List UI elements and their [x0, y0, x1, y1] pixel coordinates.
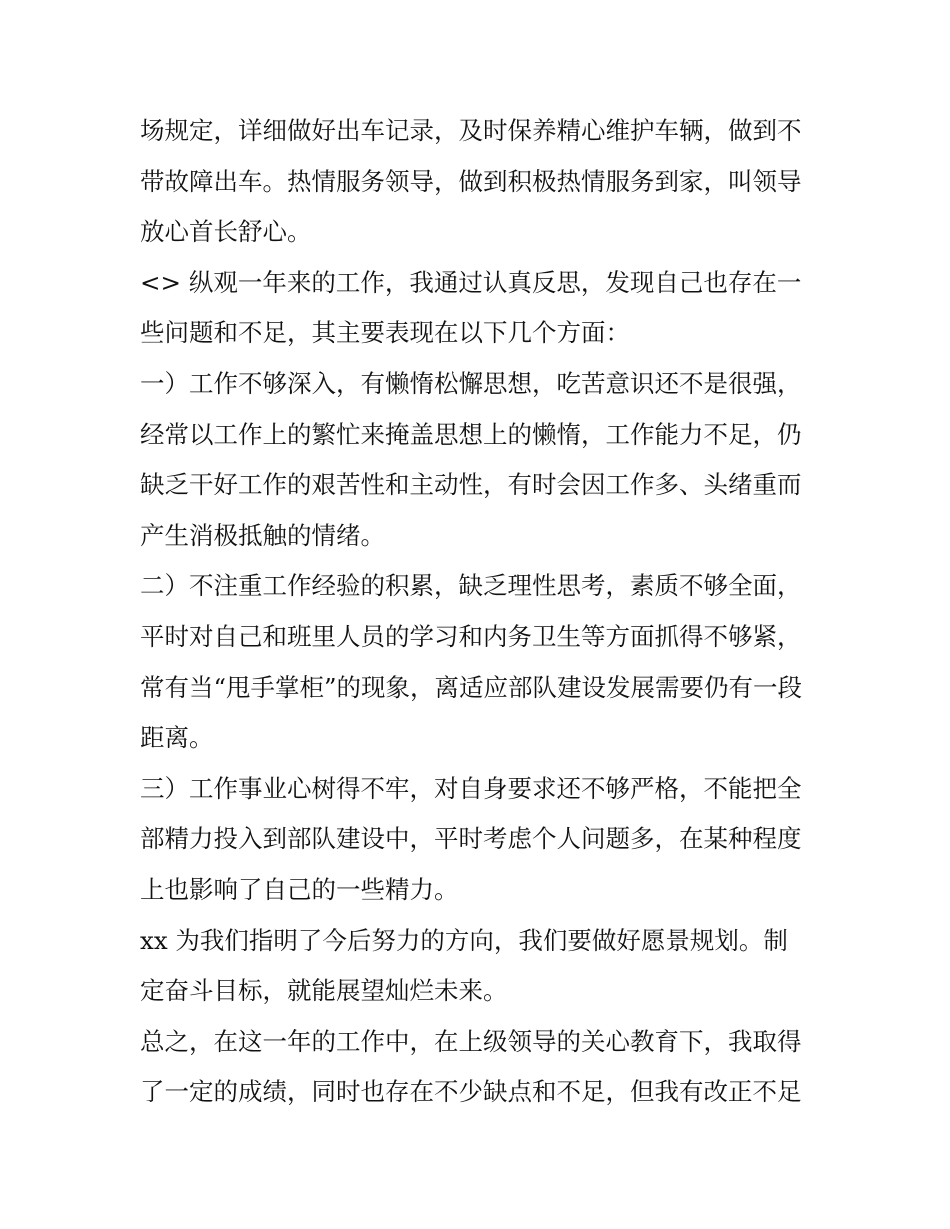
document-body [140, 106, 820, 1118]
text-line: 三）工作事业心树得不牢，对自身要求还不够严格，不能把全 [140, 773, 802, 803]
text-line: xx 为我们指明了今后努力的方向，我们要做好愿景规划。制 [140, 925, 788, 955]
text-line: 平时对自己和班里人员的学习和内务卫生等方面抓得不够紧， [140, 621, 802, 651]
text-line: 定奋斗目标，就能展望灿烂未来。 [140, 976, 508, 1006]
text-line: 些问题和不足，其主要表现在以下几个方面： [140, 318, 630, 348]
text-line: 了一定的成绩，同时也存在不少缺点和不足，但我有改正不足 [140, 1077, 802, 1107]
text-line: 放心首长舒心。 [140, 217, 312, 247]
text-line: 一）工作不够深入，有懒惰松懈思想，吃苦意识还不是很强， [140, 368, 802, 398]
text-line: 缺乏干好工作的艰苦性和主动性，有时会因工作多、头绪重而 [140, 470, 802, 500]
text-line: 经常以工作上的繁忙来掩盖思想上的懒惰，工作能力不足，仍 [140, 419, 802, 449]
text-line: 产生消极抵触的情绪。 [140, 520, 385, 550]
text-line: 场规定，详细做好出车记录，及时保养精心维护车辆，做到不 [140, 116, 802, 145]
text-line: 距离。 [140, 723, 214, 753]
text-line: 上也影响了自己的一些精力。 [140, 874, 459, 904]
text-line: 二）不注重工作经验的积累，缺乏理性思考，素质不够全面， [140, 571, 802, 601]
text-line: 常有当“甩手掌柜”的现象，离适应部队建设发展需要仍有一段 [140, 672, 803, 702]
text-line: 总之，在这一年的工作中，在上级领导的关心教育下，我取得 [140, 1026, 802, 1056]
text-line: <> 纵观一年来的工作，我通过认真反思，发现自己也存在一 [140, 267, 802, 297]
text-line: 部精力投入到部队建设中，平时考虑个人问题多，在某种程度 [140, 824, 802, 854]
text-line: 带故障出车。热情服务领导，做到积极热情服务到家，叫领导 [140, 166, 802, 196]
